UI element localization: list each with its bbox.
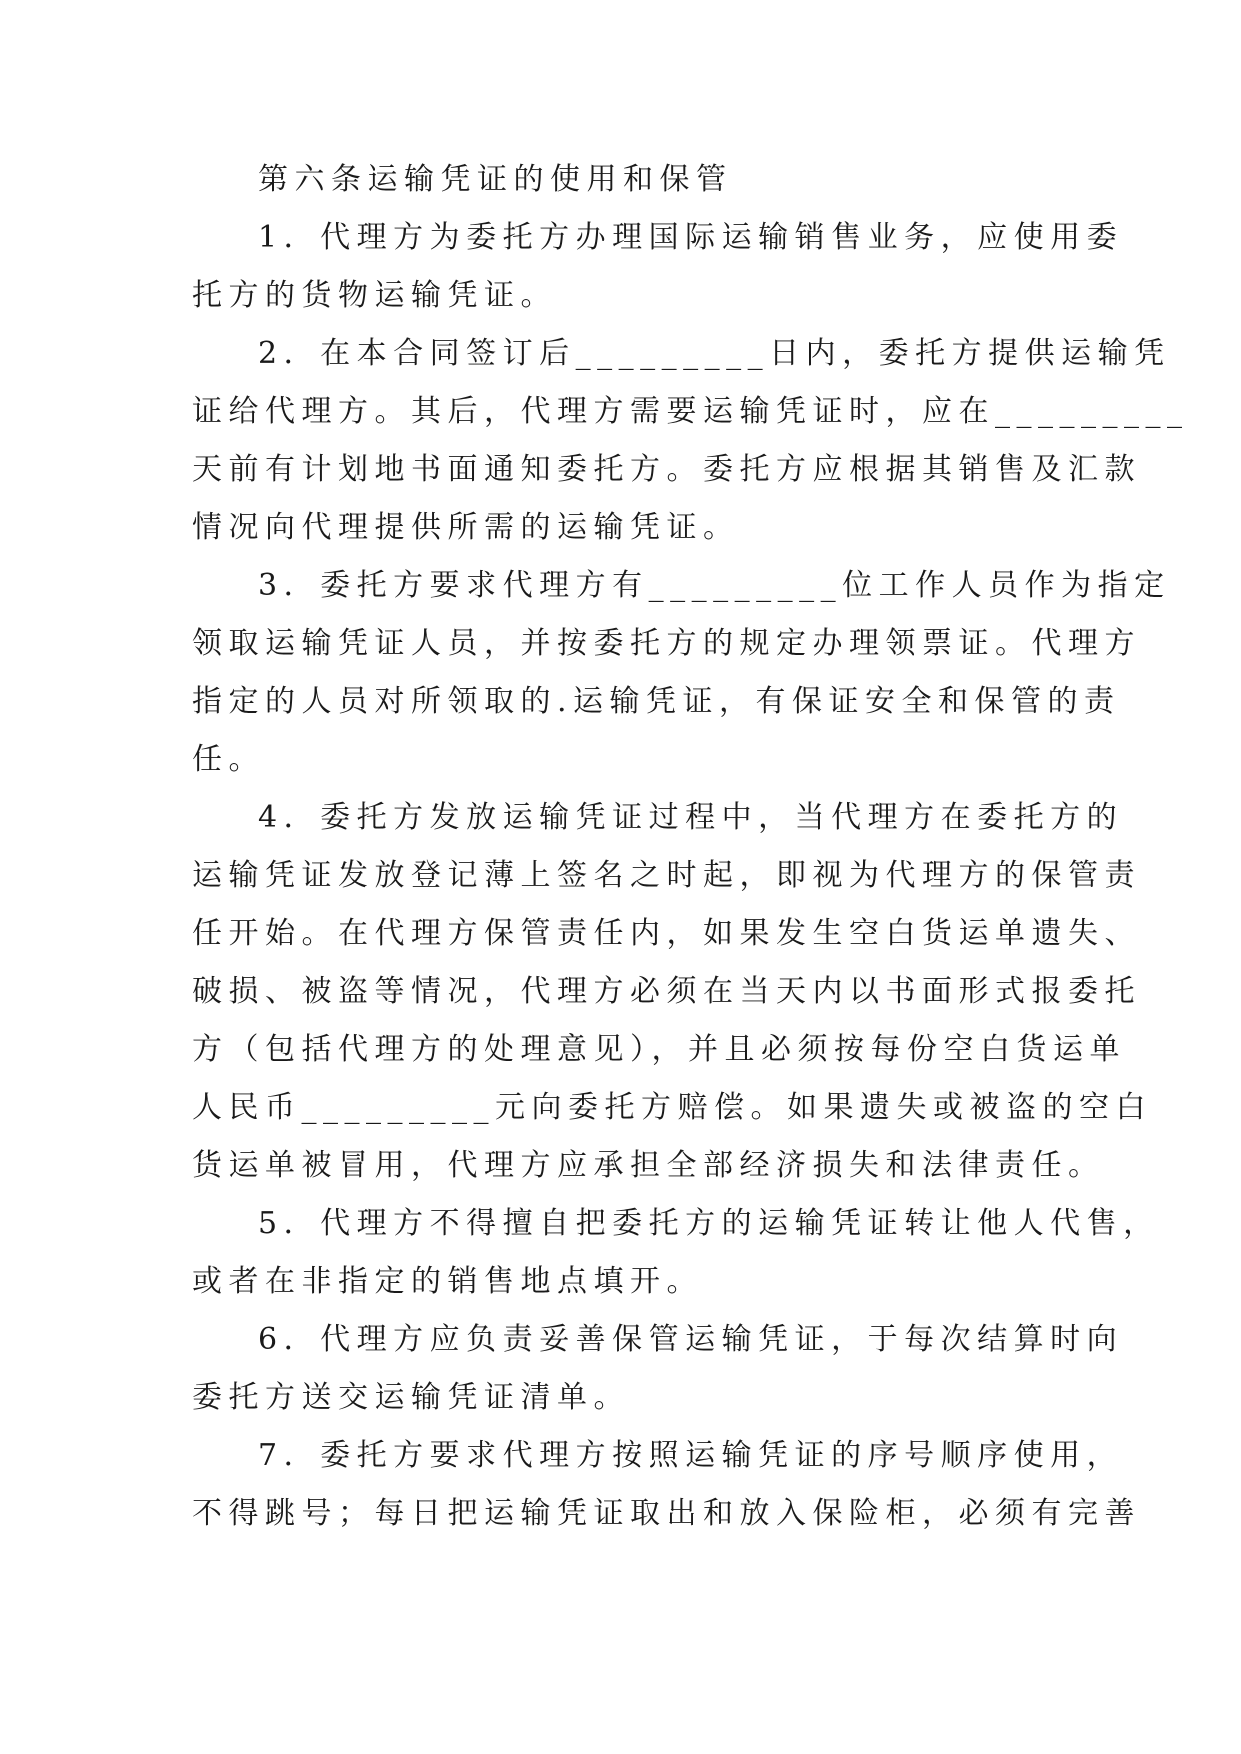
article-title-text: 第六条运输凭证的使用和保管 bbox=[258, 162, 733, 197]
clause-line: 4．委托方发放运输凭证过程中，当代理方在委托方的 bbox=[258, 800, 1124, 835]
document-page bbox=[192, 151, 1189, 1543]
clause-line: 5．代理方不得擅自把委托方的运输凭证转让他人代售， bbox=[258, 1206, 1160, 1241]
clause-line: 委托方送交运输凭证清单。 bbox=[192, 1380, 630, 1415]
clause-line: 3．委托方要求代理方有_________位工作人员作为指定 bbox=[258, 568, 1171, 603]
clause-line: 天前有计划地书面通知委托方。委托方应根据其销售及汇款 bbox=[192, 452, 1141, 487]
clause-line: 7．委托方要求代理方按照运输凭证的序号顺序使用， bbox=[258, 1438, 1124, 1473]
clause-5 bbox=[192, 1195, 1160, 1311]
clause-line: 领取运输凭证人员，并按委托方的规定办理领票证。代理方 bbox=[192, 626, 1141, 661]
clause-line: 1．代理方为委托方办理国际运输销售业务，应使用委 bbox=[258, 220, 1124, 255]
clause-line: 方（包括代理方的处理意见），并且必须按每份空白货运单 bbox=[192, 1032, 1126, 1067]
clause-line: 货运单被冒用，代理方应承担全部经济损失和法律责任。 bbox=[192, 1148, 1105, 1183]
clause-line: 托方的货物运输凭证。 bbox=[192, 278, 557, 313]
clause-line: 2．在本合同签订后_________日内，委托方提供运输凭 bbox=[258, 336, 1171, 371]
clause-line: 或者在非指定的销售地点填开。 bbox=[192, 1264, 703, 1299]
clause-1 bbox=[192, 209, 1124, 325]
clause-line: 6．代理方应负责妥善保管运输凭证，于每次结算时向 bbox=[258, 1322, 1124, 1357]
clause-line: 指定的人员对所领取的.运输凭证，有保证安全和保管的责 bbox=[192, 684, 1121, 719]
clause-line: 证给代理方。其后，代理方需要运输凭证时，应在_________ bbox=[192, 394, 1189, 429]
clause-line: 运输凭证发放登记薄上签名之时起，即视为代理方的保管责 bbox=[192, 858, 1141, 893]
clause-line: 情况向代理提供所需的运输凭证。 bbox=[192, 510, 740, 545]
clause-line: 破损、被盗等情况，代理方必须在当天内以书面形式报委托 bbox=[192, 974, 1141, 1009]
clause-6 bbox=[192, 1311, 1124, 1427]
clause-4 bbox=[192, 789, 1152, 1195]
clause-3 bbox=[192, 557, 1171, 789]
clause-line: 不得跳号；每日把运输凭证取出和放入保险柜，必须有完善 bbox=[192, 1496, 1141, 1531]
clause-line: 人民币_________元向委托方赔偿。如果遗失或被盗的空白 bbox=[192, 1090, 1152, 1125]
clause-line: 任开始。在代理方保管责任内，如果发生空白货运单遗失、 bbox=[192, 916, 1141, 951]
clause-2 bbox=[192, 325, 1189, 557]
clause-7 bbox=[192, 1427, 1141, 1543]
article-title bbox=[192, 151, 1052, 209]
clause-line: 任。 bbox=[192, 742, 265, 777]
